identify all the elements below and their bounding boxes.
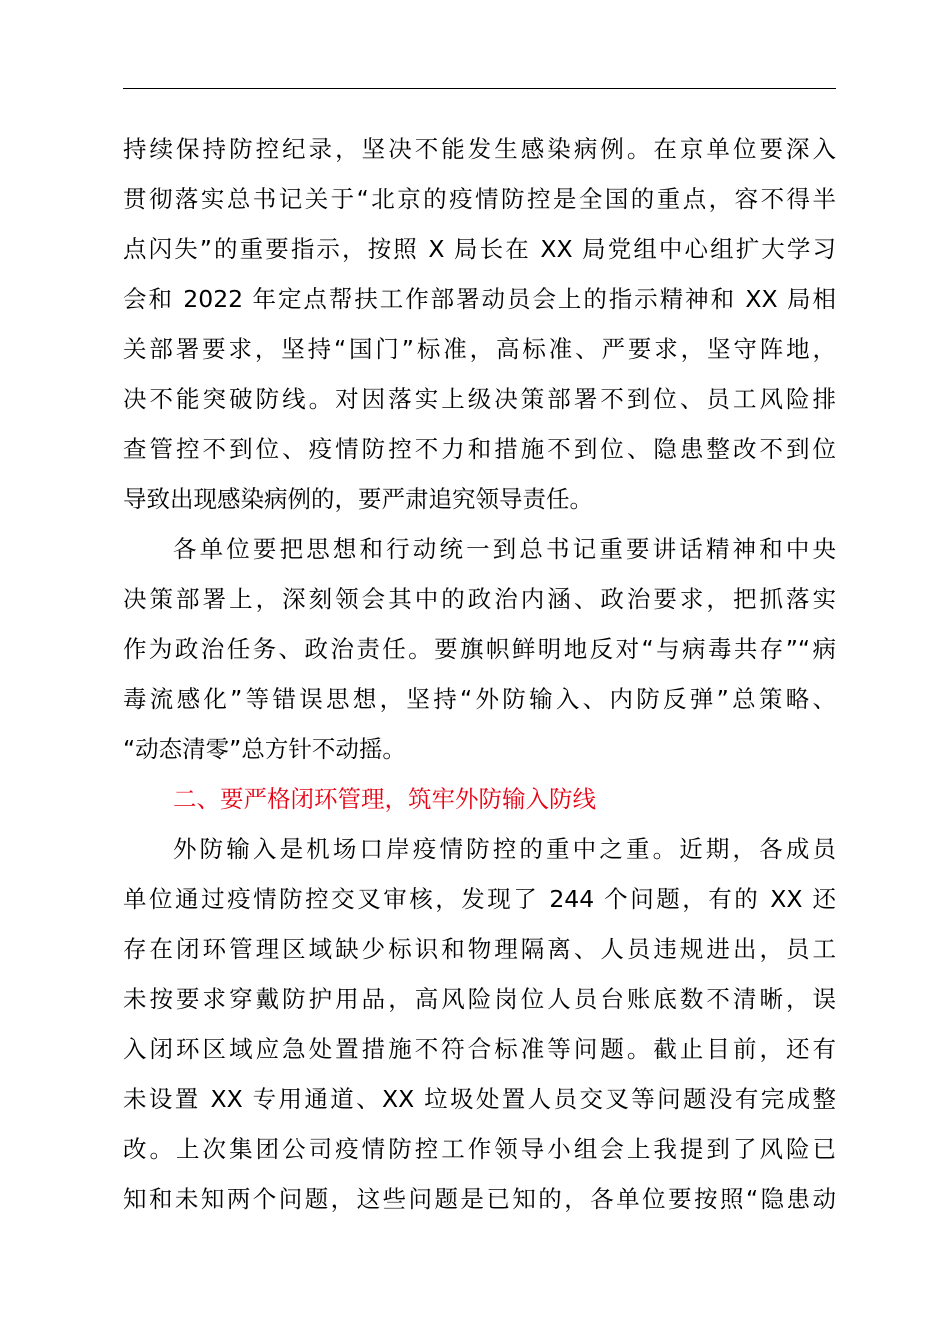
document-body — [123, 124, 836, 1224]
paragraph-line: 知和未知两个问题，这些问题是已知的，各单位要按照“隐患动 — [123, 1185, 836, 1213]
paragraph-line: 决不能突破防线。对因落实上级决策部署不到位、员工风险排 — [123, 385, 836, 413]
paragraph-line: 点闪失”的重要指示，按照 X 局长在 XX 局党组中心组扩大学习 — [123, 235, 836, 263]
paragraph-line: 外防输入是机场口岸疫情防控的重中之重。近期，各成员 — [173, 835, 836, 863]
paragraph-line: 未设置 XX 专用通道、XX 垃圾处置人员交叉等问题没有完成整 — [123, 1085, 836, 1113]
paragraph-line: 存在闭环管理区域缺少标识和物理隔离、人员违规进出，员工 — [123, 935, 836, 963]
paragraph-line: 未按要求穿戴防护用品，高风险岗位人员台账底数不清晰，误 — [123, 985, 836, 1013]
paragraph-line: 查管控不到位、疫情防控不力和措施不到位、隐患整改不到位 — [123, 435, 836, 463]
paragraph-line: 贯彻落实总书记关于“北京的疫情防控是全国的重点，容不得半 — [123, 185, 836, 213]
paragraph-line: 作为政治任务、政治责任。要旗帜鲜明地反对“与病毒共存”“病 — [123, 635, 836, 663]
paragraph-line: 关部署要求，坚持“国门”标准，高标准、严要求，坚守阵地， — [123, 335, 836, 363]
paragraph-line: 毒流感化”等错误思想，坚持“外防输入、内防反弹”总策略、 — [123, 685, 836, 713]
header-rule — [123, 88, 836, 89]
paragraph-line: 导致出现感染病例的，要严肃追究领导责任。 — [123, 485, 593, 513]
paragraph-line: 各单位要把思想和行动统一到总书记重要讲话精神和中央 — [173, 535, 836, 563]
paragraph-line: “动态清零”总方针不动摇。 — [123, 735, 406, 763]
paragraph-line: 持续保持防控纪录，坚决不能发生感染病例。在京单位要深入 — [123, 135, 836, 163]
paragraph-line: 入闭环区域应急处置措施不符合标准等问题。截止目前，还有 — [123, 1035, 836, 1063]
paragraph-line: 改。上次集团公司疫情防控工作领导小组会上我提到了风险已 — [123, 1135, 836, 1163]
paragraph-line: 会和 2022 年定点帮扶工作部署动员会上的指示精神和 XX 局相 — [123, 285, 836, 313]
paragraph-line: 单位通过疫情防控交叉审核，发现了 244 个问题，有的 XX 还 — [123, 885, 836, 913]
section-heading: 二、要严格闭环管理，筑牢外防输入防线 — [173, 785, 596, 813]
paragraph-line: 决策部署上，深刻领会其中的政治内涵、政治要求，把抓落实 — [123, 585, 836, 613]
